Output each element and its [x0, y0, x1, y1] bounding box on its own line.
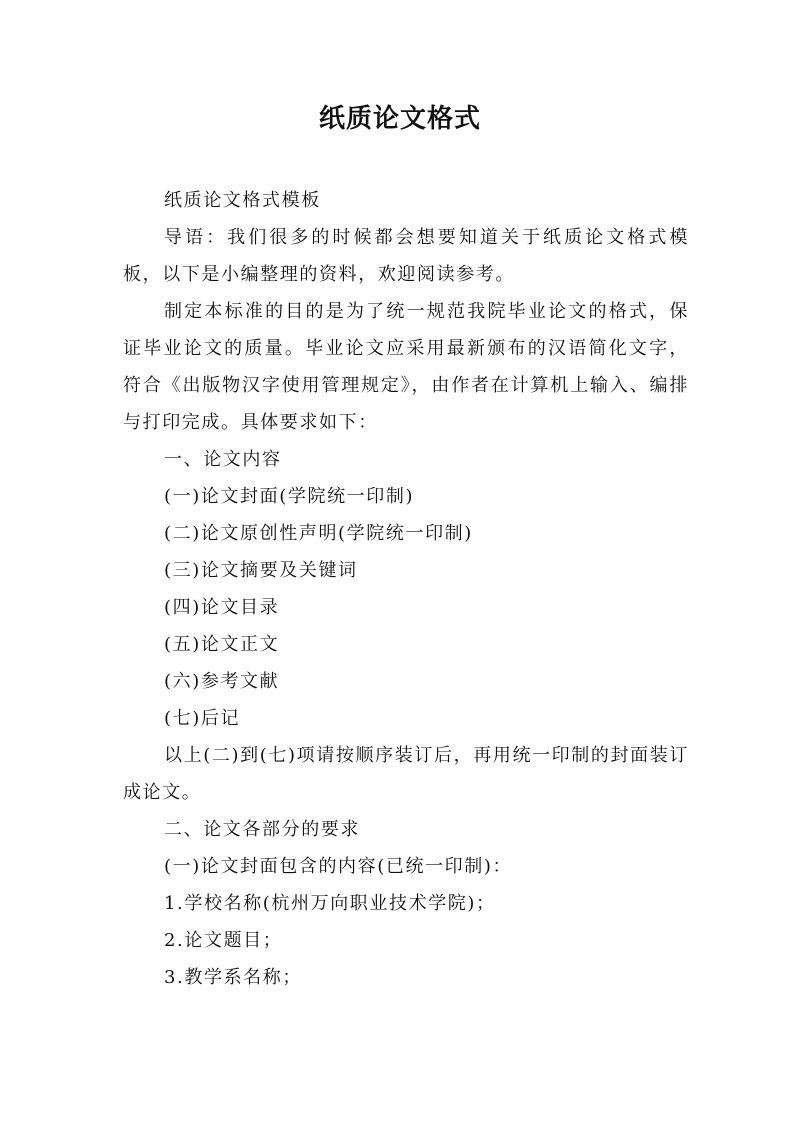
subsection-heading-cover: (一)论文封面包含的内容(已统一印制)：: [164, 856, 513, 877]
list-item: (一)论文封面(学院统一印制): [164, 486, 415, 507]
document-title: 纸质论文格式: [318, 104, 481, 134]
list-item: 3.教学系名称；: [164, 967, 302, 988]
paragraph-intro: 导语：我们很多的时候都会想要知道关于纸质论文格式模板，以下是小编整理的资料，欢迎阅读参考。: [123, 227, 689, 285]
section-heading-requirements: 二、论文各部分的要求: [164, 819, 360, 840]
list-item: 2.论文题目；: [164, 930, 283, 951]
list-item: (六)参考文献: [164, 671, 280, 692]
list-item: (七)后记: [164, 708, 241, 729]
paragraph-subtitle: 纸质论文格式模板: [164, 190, 321, 211]
list-item: 1.学校名称(杭州万向职业技术学院)；: [164, 893, 496, 914]
list-item: (四)论文目录: [164, 597, 280, 618]
document-body: [123, 182, 689, 996]
section-heading-content: 一、论文内容: [164, 449, 282, 470]
list-item: (三)论文摘要及关键词: [164, 560, 358, 581]
list-item: (二)论文原创性声明(学院统一印制): [164, 523, 473, 544]
paragraph-purpose: 制定本标准的目的是为了统一规范我院毕业论文的格式，保证毕业论文的质量。毕业论文应采用最新颁布的汉语简化文字，符合《出版物汉字使用管理规定》，由作者在计算机上输入、编排与打印完成。具体要求如下：: [123, 301, 689, 433]
paragraph-binding-note: 以上(二)到(七)项请按顺序装订后，再用统一印制的封面装订成论文。: [123, 745, 689, 803]
list-item: (五)论文正文: [164, 634, 280, 655]
